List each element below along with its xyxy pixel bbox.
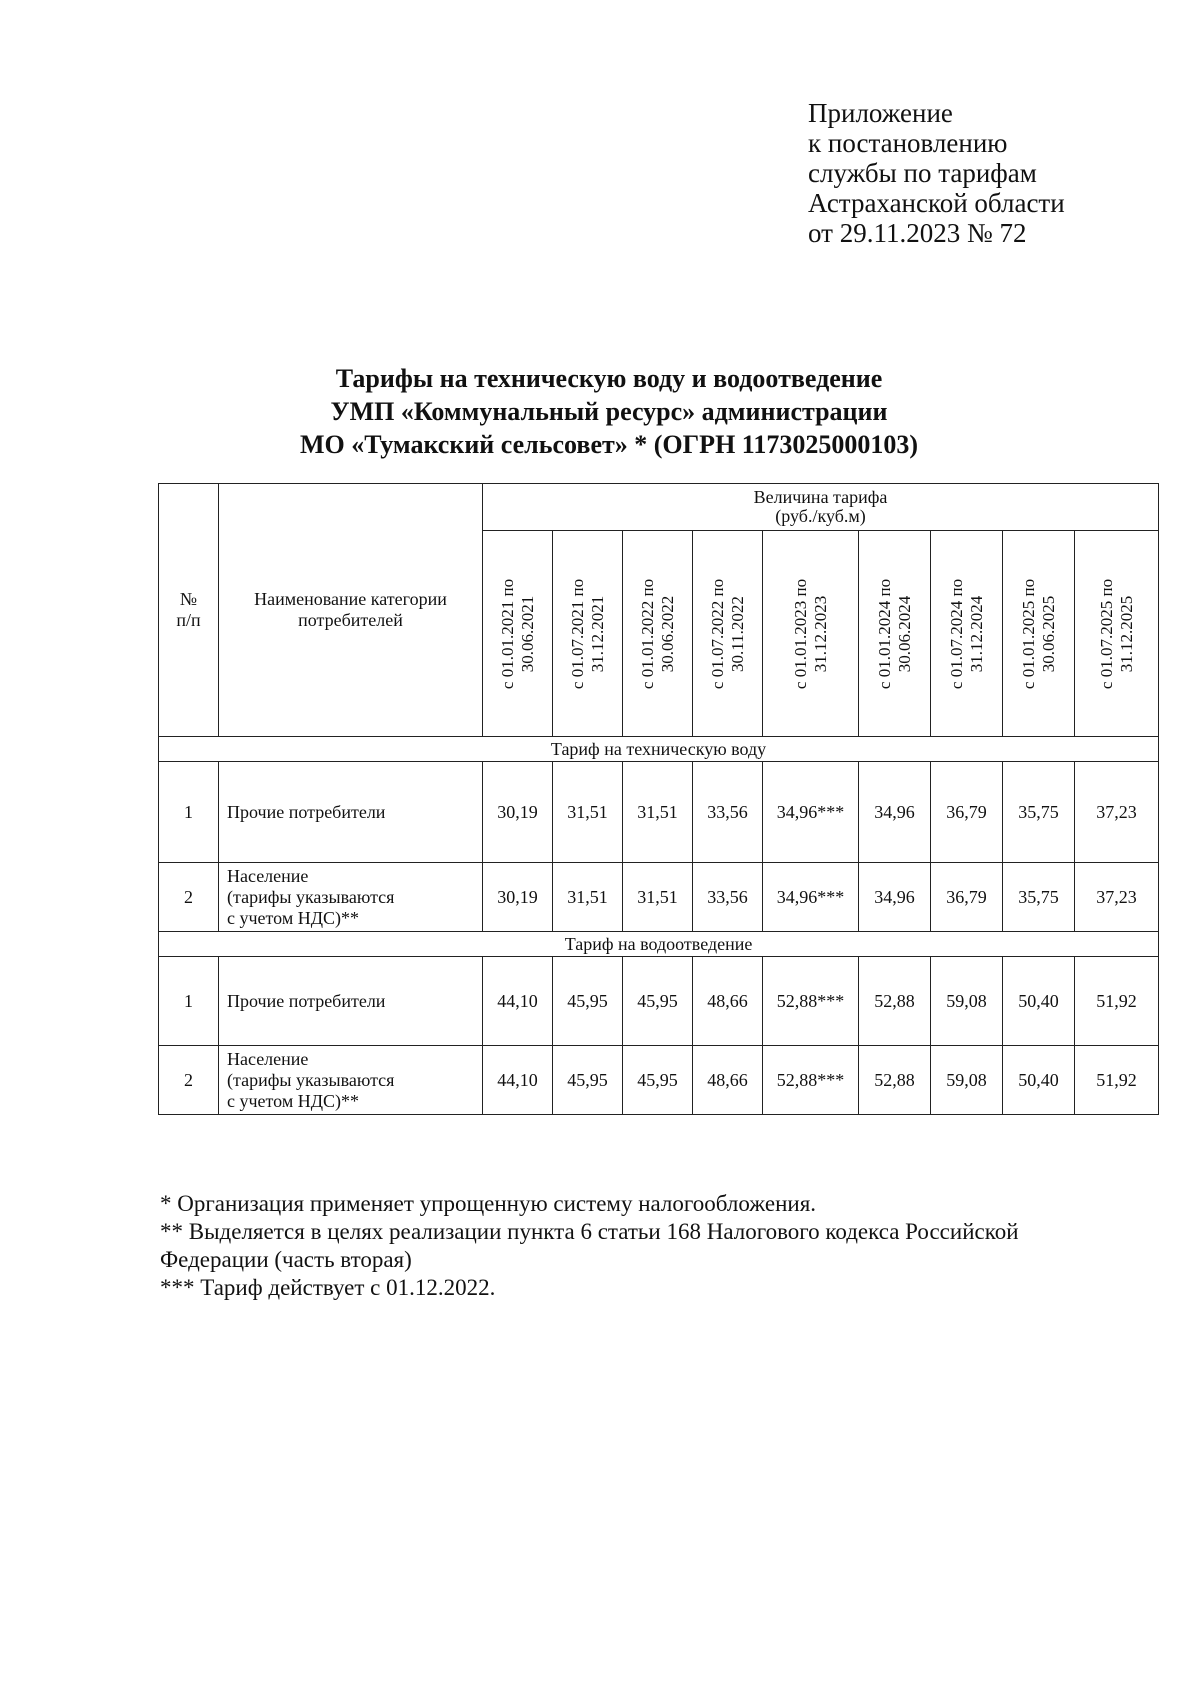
- consumer-category: [219, 957, 483, 1046]
- footnote: ** Выделяется в целях реализации пункта 6 статьи 168 Налогового кодекса Российской: [160, 1219, 1019, 1244]
- tariff-value: 31,51: [553, 863, 623, 932]
- tariff-value: 31,51: [553, 762, 623, 863]
- tariff-value: 34,96***: [763, 863, 859, 932]
- period-start: с 01.01.2025 по: [1018, 578, 1038, 689]
- header-tariff-value: [483, 484, 1159, 531]
- tariff-value: 45,95: [553, 957, 623, 1046]
- tariff-value: 59,08: [931, 1046, 1003, 1115]
- tariff-value: 45,95: [623, 1046, 693, 1115]
- period-header: [763, 531, 859, 737]
- consumer-category-line: Прочие потребители: [227, 990, 386, 1011]
- tariff-value: 34,96***: [763, 762, 859, 863]
- tariff-value: 33,56: [693, 762, 763, 863]
- table-row: [159, 957, 1159, 1046]
- header-tariff-line: Величина тарифа: [753, 487, 888, 507]
- header-row: [159, 484, 1159, 531]
- period-header: [931, 531, 1003, 737]
- tariff-value: 31,51: [623, 762, 693, 863]
- period-end: 30.11.2022: [727, 595, 747, 672]
- tariff-value: 34,96: [859, 762, 931, 863]
- period-label: [708, 578, 748, 688]
- appendix-line: к постановлению: [808, 128, 1008, 158]
- row-number: 2: [159, 1046, 219, 1115]
- header-category-line: потребителей: [298, 610, 403, 630]
- tariff-value: 45,95: [553, 1046, 623, 1115]
- tariff-value: 35,75: [1003, 863, 1075, 932]
- appendix-block: [808, 98, 1065, 248]
- period-start: с 01.01.2021 по: [497, 578, 517, 689]
- section-row: [159, 737, 1159, 762]
- tariff-value: 50,40: [1003, 1046, 1075, 1115]
- title-line: УМП «Коммунальный ресурс» администрации: [330, 397, 888, 426]
- period-header: [623, 531, 693, 737]
- appendix-line: от 29.11.2023 № 72: [808, 218, 1027, 248]
- period-label: [638, 578, 678, 688]
- header-category: [219, 484, 483, 737]
- period-start: с 01.07.2022 по: [707, 578, 727, 689]
- period-label: [1097, 578, 1137, 688]
- tariff-value: 48,66: [693, 957, 763, 1046]
- period-start: с 01.01.2024 по: [874, 578, 894, 689]
- footnote: Федерации (часть вторая): [160, 1247, 412, 1272]
- tariff-value: 33,56: [693, 863, 763, 932]
- appendix-line: службы по тарифам: [808, 158, 1037, 188]
- row-number: 2: [159, 863, 219, 932]
- period-start: с 01.07.2024 по: [946, 578, 966, 689]
- period-end: 31.12.2025: [1116, 595, 1136, 672]
- consumer-category-line: с учетом НДС)**: [227, 907, 359, 928]
- period-label: [791, 578, 831, 688]
- tariff-value: 30,19: [483, 762, 553, 863]
- period-start: с 01.01.2023 по: [790, 578, 810, 689]
- table-row: [159, 863, 1159, 932]
- footnote: * Организация применяет упрощенную систему налогообложения.: [160, 1191, 817, 1216]
- period-end: 30.06.2022: [657, 595, 677, 672]
- tariff-value: 52,88: [859, 957, 931, 1046]
- consumer-category-line: Прочие потребители: [227, 801, 386, 822]
- header-number-line: №: [179, 589, 198, 609]
- consumer-category: [219, 1046, 483, 1115]
- tariff-value: 36,79: [931, 863, 1003, 932]
- tariff-value: 52,88***: [763, 957, 859, 1046]
- header-category-line: Наименование категории: [254, 589, 447, 609]
- consumer-category-line: (тарифы указываются: [227, 1069, 395, 1090]
- appendix-line: Астраханской области: [808, 188, 1065, 218]
- section-row: [159, 932, 1159, 957]
- section-title: Тариф на техническую воду: [159, 737, 1159, 762]
- footnotes: [160, 1190, 1019, 1302]
- period-header: [693, 531, 763, 737]
- period-end: 30.06.2021: [517, 595, 537, 672]
- consumer-category-line: с учетом НДС)**: [227, 1090, 359, 1111]
- appendix-line: Приложение: [808, 98, 953, 128]
- tariff-value: 52,88***: [763, 1046, 859, 1115]
- tariff-table: [158, 483, 1159, 1115]
- period-label: [568, 578, 608, 688]
- consumer-category: [219, 863, 483, 932]
- period-label: [498, 578, 538, 688]
- period-header: [483, 531, 553, 737]
- period-end: 30.06.2024: [894, 595, 914, 672]
- tariff-value: 50,40: [1003, 957, 1075, 1046]
- footnote: *** Тариф действует с 01.12.2022.: [160, 1275, 496, 1300]
- period-end: 31.12.2023: [810, 595, 830, 672]
- header-number-line: п/п: [176, 610, 201, 630]
- consumer-category-line: (тарифы указываются: [227, 886, 395, 907]
- row-number: 1: [159, 762, 219, 863]
- title-line: Тарифы на техническую воду и водоотведение: [335, 364, 883, 393]
- consumer-category-line: Население: [227, 1048, 309, 1069]
- consumer-category: [219, 762, 483, 863]
- period-end: 31.12.2024: [966, 595, 986, 672]
- period-end: 30.06.2025: [1038, 595, 1058, 672]
- period-end: 31.12.2021: [587, 595, 607, 672]
- document-title: [150, 362, 1068, 461]
- period-header: [1003, 531, 1075, 737]
- tariff-value: 59,08: [931, 957, 1003, 1046]
- period-label: [875, 578, 915, 688]
- tariff-value: 37,23: [1075, 762, 1159, 863]
- tariff-value: 44,10: [483, 1046, 553, 1115]
- period-label: [947, 578, 987, 688]
- table-row: [159, 762, 1159, 863]
- title-line: МО «Тумакский сельсовет» * (ОГРН 1173025000103): [299, 430, 919, 459]
- period-start: с 01.01.2022 по: [637, 578, 657, 689]
- period-start: с 01.07.2025 по: [1096, 578, 1116, 689]
- tariff-value: 30,19: [483, 863, 553, 932]
- period-start: с 01.07.2021 по: [567, 578, 587, 689]
- tariff-value: 36,79: [931, 762, 1003, 863]
- period-header: [859, 531, 931, 737]
- tariff-value: 31,51: [623, 863, 693, 932]
- tariff-value: 48,66: [693, 1046, 763, 1115]
- period-label: [1019, 578, 1059, 688]
- row-number: 1: [159, 957, 219, 1046]
- tariff-value: 44,10: [483, 957, 553, 1046]
- tariff-value: 51,92: [1075, 957, 1159, 1046]
- table-row: [159, 1046, 1159, 1115]
- tariff-value: 52,88: [859, 1046, 931, 1115]
- consumer-category-line: Население: [227, 865, 309, 886]
- tariff-value: 35,75: [1003, 762, 1075, 863]
- tariff-value: 34,96: [859, 863, 931, 932]
- tariff-value: 51,92: [1075, 1046, 1159, 1115]
- tariff-value: 45,95: [623, 957, 693, 1046]
- header-tariff-line: (руб./куб.м): [775, 506, 866, 526]
- period-header: [1075, 531, 1159, 737]
- header-number: [159, 484, 219, 737]
- period-header: [553, 531, 623, 737]
- section-title: Тариф на водоотведение: [159, 932, 1159, 957]
- tariff-value: 37,23: [1075, 863, 1159, 932]
